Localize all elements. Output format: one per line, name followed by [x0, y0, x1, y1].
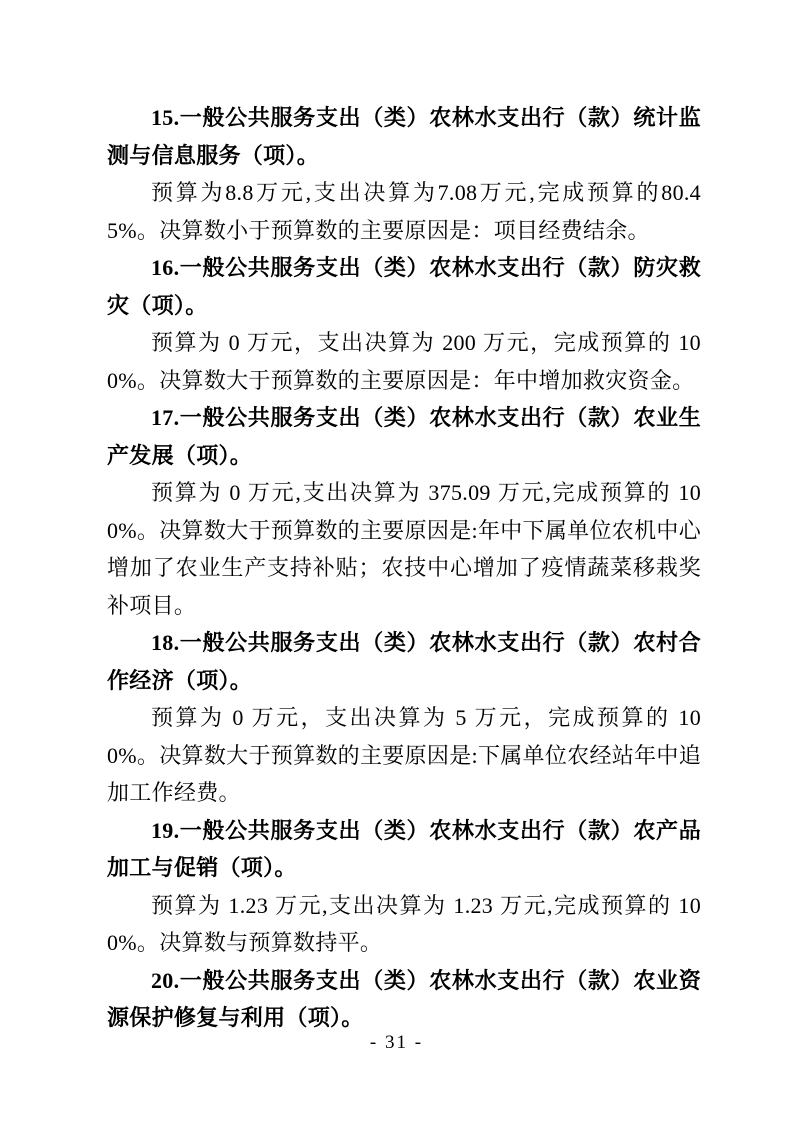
section-18-heading: 18.一般公共服务支出（类）农林水支出行（款）农村合作经济（项）。 — [107, 630, 701, 693]
section-18-body: 预算为 0 万元，支出决算为 5 万元，完成预算的 100%。决算数大于预算数的主要原因是:下属单位农经站年中追加工作经费。 — [107, 705, 701, 805]
budget-section-20 — [107, 962, 701, 1037]
section-17-heading: 17.一般公共服务支出（类）农林水支出行（款）农业生产发展（项）。 — [107, 405, 701, 468]
section-17-body: 预算为 0 万元,支出决算为 375.09 万元,完成预算的 100%。决算数大于预算数的主要原因是:年中下属单位农机中心增加了农业生产支持补贴；农技中心增加了疫情蔬菜移栽奖补项目。 — [107, 480, 701, 618]
section-19-body: 预算为 1.23 万元,支出决算为 1.23 万元,完成预算的 100%。决算数与预算数持平。 — [107, 892, 701, 955]
budget-section-17 — [107, 399, 701, 624]
budget-section-15 — [107, 99, 701, 249]
section-19-heading: 19.一般公共服务支出（类）农林水支出行（款）农产品加工与促销（项）。 — [107, 817, 701, 880]
section-15-body: 预算为8.8万元,支出决算为7.08万元,完成预算的80.45%。决算数小于预算数的主要原因是：项目经费结余。 — [107, 180, 701, 243]
section-16-heading: 16.一般公共服务支出（类）农林水支出行（款）防灾救灾（项）。 — [107, 255, 701, 318]
budget-section-16 — [107, 249, 701, 399]
section-16-body: 预算为 0 万元，支出决算为 200 万元，完成预算的 100%。决算数大于预算数的主要原因是：年中增加救灾资金。 — [107, 330, 701, 393]
page-number: - 31 - — [369, 1032, 424, 1053]
budget-section-19 — [107, 812, 701, 962]
section-15-heading: 15.一般公共服务支出（类）农林水支出行（款）统计监测与信息服务（项）。 — [107, 105, 701, 168]
budget-section-18 — [107, 624, 701, 812]
section-20-heading: 20.一般公共服务支出（类）农林水支出行（款）农业资源保护修复与利用（项）。 — [107, 967, 701, 1030]
page-body — [107, 99, 701, 1037]
